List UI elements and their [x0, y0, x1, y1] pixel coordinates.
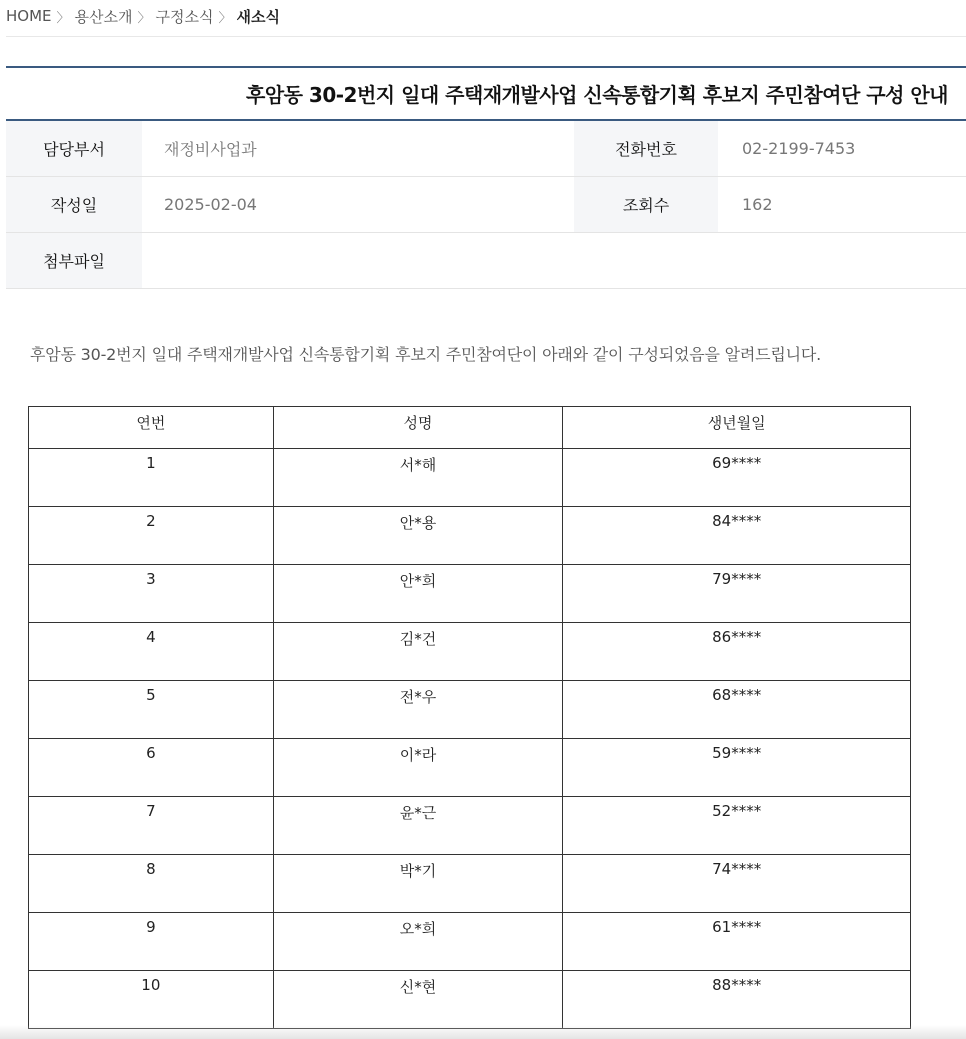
- cell-number: 2: [29, 507, 274, 565]
- post-header: [6, 66, 966, 289]
- column-header-birthdate: 생년월일: [563, 407, 911, 449]
- cell-name: 이*라: [273, 739, 563, 797]
- views-label: 조회수: [574, 177, 718, 232]
- cell-number: 3: [29, 565, 274, 623]
- cell-number: 5: [29, 681, 274, 739]
- table-row: [29, 739, 911, 797]
- cell-name: 오*희: [273, 913, 563, 971]
- cell-birthdate: 59****: [563, 739, 911, 797]
- info-row-attachment: [6, 233, 966, 289]
- table-row: [29, 855, 911, 913]
- attachment-value: [142, 233, 164, 288]
- breadcrumb-divider: [6, 36, 966, 37]
- table-row: [29, 565, 911, 623]
- cell-name: 안*희: [273, 565, 563, 623]
- title-row: [6, 66, 966, 121]
- cell-name: 서*해: [273, 449, 563, 507]
- cell-name: 안*용: [273, 507, 563, 565]
- cell-name: 전*우: [273, 681, 563, 739]
- column-header-number: 연번: [29, 407, 274, 449]
- cell-birthdate: 68****: [563, 681, 911, 739]
- cell-name: 박*기: [273, 855, 563, 913]
- table-row: [29, 971, 911, 1029]
- date-label: 작성일: [6, 177, 142, 232]
- cell-birthdate: 79****: [563, 565, 911, 623]
- phone-label: 전화번호: [574, 121, 718, 176]
- info-row-date: [6, 177, 966, 233]
- column-header-name: 성명: [273, 407, 563, 449]
- table-row: [29, 681, 911, 739]
- table-row: [29, 507, 911, 565]
- department-value: 재정비사업과: [164, 140, 257, 159]
- phone-value: 02-2199-7453: [742, 139, 856, 158]
- department-label: 담당부서: [6, 121, 142, 176]
- members-table: [28, 406, 911, 1029]
- cell-birthdate: 86****: [563, 623, 911, 681]
- table-row: [29, 913, 911, 971]
- cell-name: 신*현: [273, 971, 563, 1029]
- table-row: [29, 797, 911, 855]
- intro-text: 후암동 30-2번지 일대 주택재개발사업 신속통합기획 후보지 주민참여단이 아래와 같이 구성되었음을 알려드립니다.: [30, 345, 822, 364]
- cell-name: 김*건: [273, 623, 563, 681]
- cell-birthdate: 88****: [563, 971, 911, 1029]
- cell-number: 7: [29, 797, 274, 855]
- cell-number: 4: [29, 623, 274, 681]
- cell-number: 6: [29, 739, 274, 797]
- cell-number: 8: [29, 855, 274, 913]
- attachment-label: 첨부파일: [6, 233, 142, 288]
- cell-name: 윤*근: [273, 797, 563, 855]
- cell-birthdate: 69****: [563, 449, 911, 507]
- breadcrumb: [6, 3, 280, 29]
- breadcrumb-separator: 〉: [137, 10, 151, 26]
- breadcrumb-home-link[interactable]: HOME: [6, 7, 52, 25]
- cell-birthdate: 61****: [563, 913, 911, 971]
- table-row: [29, 449, 911, 507]
- table-header-row: [29, 407, 911, 449]
- breadcrumb-current: 새소식: [236, 7, 280, 26]
- cell-birthdate: 74****: [563, 855, 911, 913]
- breadcrumb-separator: 〉: [56, 10, 70, 26]
- cell-birthdate: 84****: [563, 507, 911, 565]
- views-value: 162: [742, 195, 773, 214]
- cell-birthdate: 52****: [563, 797, 911, 855]
- cell-number: 1: [29, 449, 274, 507]
- cell-number: 10: [29, 971, 274, 1029]
- cell-number: 9: [29, 913, 274, 971]
- breadcrumb-level2-link[interactable]: 구정소식: [155, 7, 214, 26]
- post-title: 후암동 30-2번지 일대 주택재개발사업 신속통합기획 후보지 주민참여단 구성 안내: [246, 83, 948, 107]
- date-value: 2025-02-04: [164, 195, 257, 214]
- table-row: [29, 623, 911, 681]
- info-row-department: [6, 121, 966, 177]
- scroll-shadow: [0, 1025, 966, 1039]
- breadcrumb-level1-link[interactable]: 용산소개: [74, 7, 133, 26]
- breadcrumb-separator: 〉: [218, 10, 232, 26]
